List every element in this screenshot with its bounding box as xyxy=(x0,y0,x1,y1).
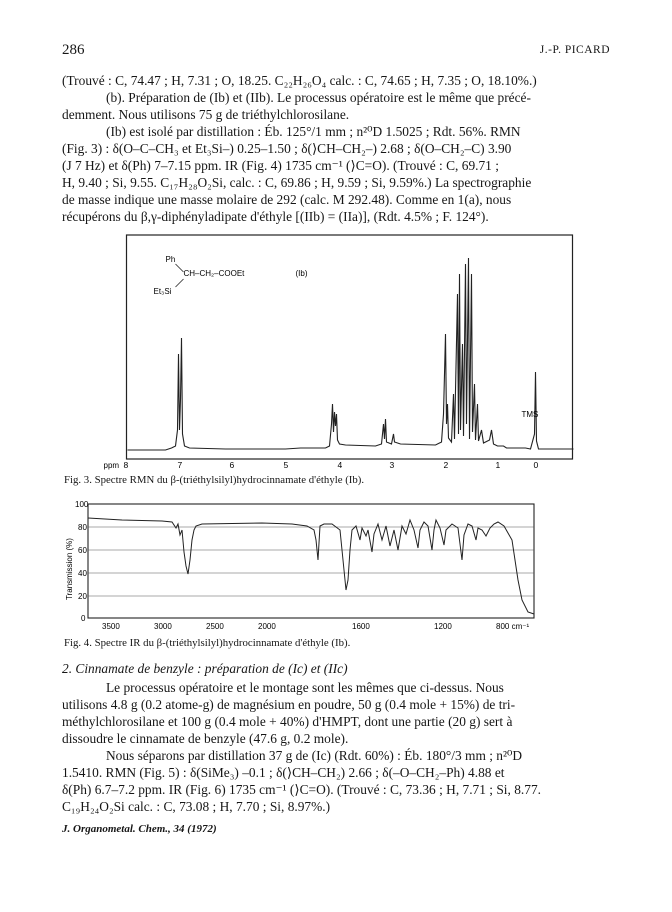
text-line: de masse indique une masse molaire de 292 (calc. M 292.48). Comme en 1(a), nous xyxy=(62,192,512,207)
running-author: J.-P. PICARD xyxy=(539,44,610,56)
structure-et3si: Et₃Si xyxy=(153,287,172,296)
axis-tick-label: 7 xyxy=(177,460,183,470)
text-line: H, 9.40 ; Si, 9.55. C₁₇H₂₈O₂Si, calc. : C, 69.86 ; H, 9.59 ; Si, 9.59%.) La spectrographie xyxy=(62,175,532,190)
text-line: Nous séparons par distillation 37 g de (Ic) (Rdt. 60%) : Éb. 180°/3 mm ; n²⁰D xyxy=(106,748,523,763)
ir-xtick: 1200 xyxy=(434,622,452,631)
axis-tick-label: 8 xyxy=(123,460,129,470)
ir-xtick: 3000 xyxy=(154,622,172,631)
section2-paragraph-1 xyxy=(62,679,610,747)
fig3-caption: Fig. 3. Spectre RMN du β-(triéthylsilyl)hydrocinnamate d'éthyle (Ib). xyxy=(64,474,365,486)
axis-tick-label: 0 xyxy=(533,460,539,470)
page-header xyxy=(62,42,610,60)
structure-bond xyxy=(176,264,184,272)
text-line: méthylchlorosilane et 100 g (0.4 mole + 40%) d'HMPT, dont une partie (20 g) sert à xyxy=(62,714,513,729)
ir-ytick: 40 xyxy=(78,569,87,578)
text-line: dissoudre le cinnamate de benzyle (47.6 g, 0.2 mole). xyxy=(62,731,349,746)
text-line: demment. Nous utilisons 75 g de triéthylchlorosilane. xyxy=(62,107,350,122)
section-title: 2. Cinnamate de benzyle : préparation de (Ic) et (IIc) xyxy=(62,661,348,676)
text-line: (J 7 Hz) et δ(Ph) 7–7.15 ppm. IR (Fig. 4) 1735 cm⁻¹ (⟩C=O). (Trouvé : C, 69.71 ; xyxy=(62,158,499,173)
ir-ytick: 100 xyxy=(75,500,89,509)
journal-footer: J. Organometal. Chem., 34 (1972) xyxy=(62,823,217,835)
text-line: (Fig. 3) : δ(O–C–CH₃ et Et₃Si–) 0.25–1.50 ; δ(⟩CH–CH₂–) 2.68 ; δ(O–CH₂–C) 3.90 xyxy=(62,141,512,156)
text-line: récupérons du β,γ-diphényladipate d'éthyle [(IIb) = (IIa)], (Rdt. 4.5% ; F. 124°). xyxy=(62,209,489,224)
text-line: (b). Préparation de (Ib) et (IIb). Le processus opératoire est le même que précé- xyxy=(106,90,531,105)
ir-ytick: 80 xyxy=(78,523,87,532)
ir-ytick: 60 xyxy=(78,546,87,555)
axis-unit-label: ppm xyxy=(103,461,120,470)
axis-tick-label: 1 xyxy=(495,460,501,470)
axis-tick-label: 2 xyxy=(443,460,449,470)
ir-trace xyxy=(88,518,534,614)
nmr-spectrum-figure xyxy=(88,234,613,474)
axis-tick-label: 5 xyxy=(283,460,289,470)
text-line: δ(Ph) 6.7–7.2 ppm. IR (Fig. 6) 1735 cm⁻¹ (⟩C=O). (Trouvé : C, 73.36 ; H, 7.71 ; Si, 8.77. xyxy=(62,782,542,797)
axis-tick-label: 4 xyxy=(337,460,343,470)
structure-label: (Ib) xyxy=(295,269,308,278)
ir-ytick: 20 xyxy=(78,592,87,601)
ir-gridlines xyxy=(88,527,534,596)
tms-label: TMS xyxy=(521,410,539,419)
nmr-trace xyxy=(128,258,574,450)
structure-ph: Ph xyxy=(165,255,176,264)
ir-xtick: 3500 xyxy=(102,622,120,631)
ir-xtick: 2500 xyxy=(206,622,224,631)
text-line: 1.5410. RMN (Fig. 5) : δ(SiMe₃) –0.1 ; δ(⟩CH–CH₂) 2.66 ; δ(–O–CH₂–Ph) 4.88 et xyxy=(62,765,505,780)
text-line: (Ib) est isolé par distillation : Éb. 125°/1 mm ; n²⁰D 1.5025 ; Rdt. 56%. RMN xyxy=(106,124,521,139)
structure-chain: CH–CH₂–COOEt xyxy=(183,269,245,278)
ir-xtick: 2000 xyxy=(258,622,276,631)
intro-text xyxy=(62,72,610,225)
fig4-caption: Fig. 4. Spectre IR du β-(triéthylsilyl)hydrocinnamate d'éthyle (Ib). xyxy=(64,637,351,649)
page-number: 286 xyxy=(62,42,85,58)
ir-ytick: 0 xyxy=(81,614,86,623)
text-line: Le processus opératoire et le montage sont les mêmes que ci-dessus. Nous xyxy=(106,680,504,695)
section2-paragraph-2 xyxy=(62,747,610,815)
text-line: (Trouvé : C, 74.47 ; H, 7.31 ; O, 18.25. C₂₂H₂₆O₄ calc. : C, 74.65 ; H, 7.35 ; O, 18.10%.) xyxy=(62,73,537,88)
axis-tick-label: 6 xyxy=(229,460,235,470)
ir-xtick: 800 cm⁻¹ xyxy=(496,622,530,631)
ir-xtick: 1600 xyxy=(352,622,370,631)
structure-bond xyxy=(176,279,184,287)
text-line: utilisons 4.8 g (0.2 atome-g) de magnésium en poudre, 50 g (0.4 mole + 15%) de tri- xyxy=(62,697,516,712)
axis-tick-label: 3 xyxy=(389,460,395,470)
text-line: C₁₉H₂₄O₂Si calc. : C, 73.08 ; H, 7.70 ; Si, 8.97%.) xyxy=(62,799,331,814)
ir-ylabel: Transmission (%) xyxy=(65,538,74,600)
ir-spectrum-figure xyxy=(62,500,542,640)
